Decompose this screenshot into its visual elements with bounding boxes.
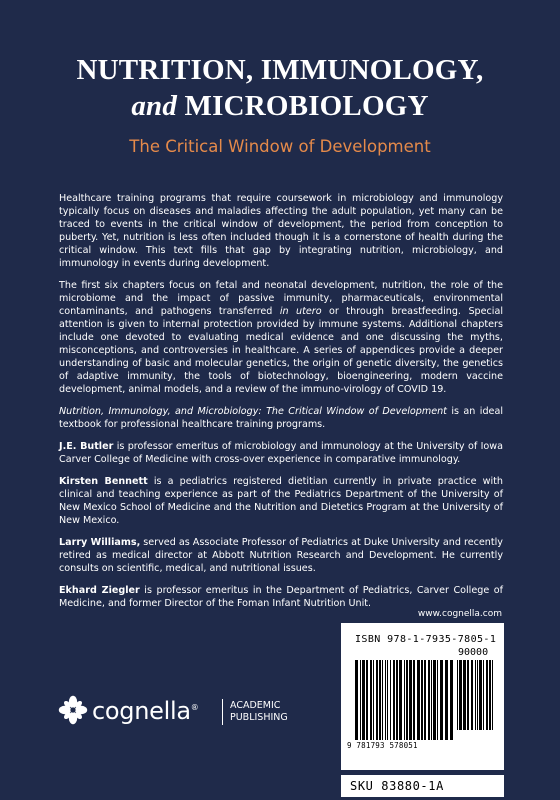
- price-barcode: [457, 660, 495, 730]
- isbn-number: ISBN 978-1-7935-7805-1: [355, 634, 497, 645]
- author-name: Ekhard Ziegler: [59, 585, 140, 596]
- title-line-1: NUTRITION, IMMUNOLOGY,: [76, 54, 484, 86]
- sku-label: [341, 775, 504, 797]
- publisher-logo: [58, 693, 318, 733]
- book-title-reference: Nutrition, Immunology, and Microbiology: The Critical Window of Development: [59, 406, 447, 417]
- isbn-barcode: [341, 623, 504, 770]
- title-line-2-rest: MICROBIOLOGY: [184, 90, 429, 122]
- in-utero-emphasis: in utero: [279, 306, 322, 317]
- publisher-website: www.cognella.com: [417, 609, 502, 619]
- barcode-digits: 9 781793 578051: [347, 741, 418, 750]
- title-line-2: [0, 88, 560, 124]
- publisher-tagline: ACADEMIC PUBLISHING: [230, 700, 288, 723]
- author-bio: J.E. Butler is professor emeritus of microbiology and immunology at the University of Iowa Carver College of Medicine with cross-over experience in comparative immunology.: [59, 441, 503, 465]
- logo-divider: [222, 699, 223, 725]
- ean-barcode: [355, 660, 453, 740]
- author-bio: Larry Williams, served as Associate Professor of Pediatrics at Duke University and recently retired as medical director at Abbott Nutrition Research and Development. He currently consults on scientific, medical, and nutritional issues.: [59, 537, 503, 574]
- sku-number: SKU 83880-1A: [350, 779, 444, 793]
- book-title: [0, 52, 560, 124]
- author-name: Larry Williams,: [59, 537, 141, 548]
- blurb-paragraph-3: Nutrition, Immunology, and Microbiology: The Critical Window of Development is an ideal textbook for professional healthcare training programs.: [59, 406, 503, 430]
- blurb-paragraph-1: Healthcare training programs that require coursework in microbiology and immunology typically focus on diseases and maladies affecting the adult population, yet many can be traced to events in the critical window of development, the period from conception to puberty. Yet, nutrition is less often included though it is a cornerstone of health during the critical window. This text fills that gap by integrating nutrition, microbiology, and immunology in events during development.: [59, 193, 503, 269]
- author-bio: Kirsten Bennett is a pediatrics registered dietitian currently in private practice with clinical and teaching experience as part of the Pediatrics Department of the University of New Mexico School of Medicine and the Nutrition and Dietetics Program at the University of New Mexico.: [59, 476, 503, 526]
- blurb-paragraph-2: The first six chapters focus on fetal and neonatal development, nutrition, the role of the microbiome and the impact of passive immunity, pharmaceuticals, environmental contaminants, and pathogens transferred in utero or through breastfeeding. Special attention is given to internal protection provided by immune systems. Additional chapters include one devoted to evaluating medical evidence and one discussing the myths, misconceptions, and controversies in healthcare. A series of appendices provide a deeper understanding of basic and molecular genetics, the origin of genetic diversity, the genetics of adaptive immunity, the tools of biotechnology, bioengineering, modern vaccine development, animal models, and a review of the immuno-virology of COVID 19.: [59, 280, 504, 395]
- cognella-flower-icon: [58, 695, 88, 725]
- author-name: Kirsten Bennett: [59, 476, 148, 487]
- author-name: J.E. Butler: [59, 441, 114, 452]
- book-subtitle: The Critical Window of Development: [129, 137, 431, 156]
- publisher-brand: cognella®: [92, 697, 199, 725]
- blurb: [59, 192, 503, 619]
- price-code: 90000: [458, 647, 489, 658]
- title-and: and: [131, 90, 178, 122]
- author-bio: Ekhard Ziegler is professor emeritus in the Department of Pediatrics, Carver College of Medicine, and former Director of the Foman Infant Nutrition Unit.: [59, 585, 503, 609]
